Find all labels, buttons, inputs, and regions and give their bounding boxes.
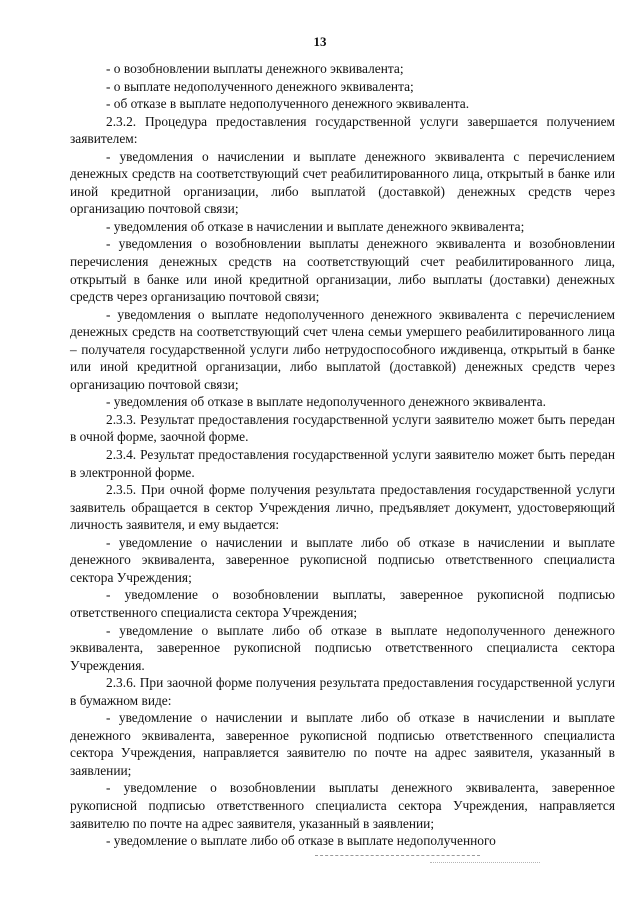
paragraph: - уведомления о выплате недополученного денежного эквивалента с перечислением денежных средств на соответствующий счет члена семьи умершего реабилитированного лица – получателя государственной услуги либо нетрудоспособного иждивенца, открытый в банке или иной кредитной организации, либо выплатой (доставкой) денежных средств через организацию почтовой связи; — [70, 306, 615, 392]
paragraph: 2.3.6. При заочной форме получения результата предоставления государственной услуги в бумажном виде: — [70, 675, 615, 708]
paragraph: 2.3.3. Результат предоставления государственной услуги заявителю может быть передан в очной форме, заочной форме. — [70, 411, 615, 445]
page-number: 13 — [313, 34, 327, 49]
paragraph: - уведомления об отказе в выплате недополученного денежного эквивалента. — [106, 394, 546, 410]
paragraph: - уведомление о начислении и выплате либо об отказе в начислении и выплате денежного эквивалента, заверенное рукописной подписью ответственного специалиста сектора Учреждения, направляется заявителю по почте на адрес заявителя, указанный в заявлении; — [70, 710, 615, 778]
document-body — [70, 60, 615, 850]
paragraph: 2.3.4. Результат предоставления государственной услуги заявителю может быть передан в электронной форме. — [70, 447, 615, 480]
paragraph: - уведомления о возобновлении выплаты денежного эквивалента и возобновлении перечисления денежных средств на соответствующий счет реабилитированного лица, открытый в банке или иной кредитной организации, либо выплаты (доставки) денежных средств через организацию почтовой связи; — [70, 236, 615, 305]
paragraph: - уведомления об отказе в начислении и выплате денежного эквивалента; — [106, 218, 525, 234]
paragraph: - уведомление о выплате либо об отказе в выплате недополученного денежного эквивалента, заверенное рукописной подписью ответственного специалиста сектора Учреждения. — [70, 622, 615, 673]
paragraph: - о возобновлении выплаты денежного эквивалента; — [106, 61, 404, 76]
paragraph: - об отказе в выплате недополученного денежного эквивалента. — [106, 96, 470, 112]
footer-scan-line — [315, 855, 480, 856]
paragraph: 2.3.5. При очной форме получения результата предоставления государственной услуги заявитель обращается в сектор Учреждения лично, предъявляет документ, удостоверяющий личность заявителя, и ему выдается: — [70, 482, 615, 533]
paragraph: - уведомление о возобновлении выплаты денежного эквивалента, заверенное рукописной подписью ответственного специалиста сектора Учреждения, направляется заявителю по почте на адрес заявителя, указанный в заявлении; — [70, 780, 615, 831]
paragraph: - уведомление о выплате либо об отказе в выплате недополученного — [106, 833, 496, 849]
paragraph: - о выплате недополученного денежного эквивалента; — [106, 78, 414, 94]
paragraph: - уведомление о возобновлении выплаты, заверенное рукописной подписью ответственного специалиста сектора Учреждения; — [70, 587, 615, 620]
paragraph: 2.3.2. Процедура предоставления государственной услуги завершается получением заявителем: — [70, 113, 615, 147]
footer-scan-line — [430, 862, 540, 863]
paragraph: - уведомление о начислении и выплате либо об отказе в начислении и выплате денежного эквивалента, заверенное рукописной подписью ответственного специалиста сектора Учреждения; — [70, 534, 615, 585]
paragraph: - уведомления о начислении и выплате денежного эквивалента с перечислением денежных средств на соответствующий счет реабилитированного лица, открытый в банке или иной кредитной организации, либо выплатой (доставкой) денежных средств через организацию почтовой связи; — [70, 148, 615, 217]
